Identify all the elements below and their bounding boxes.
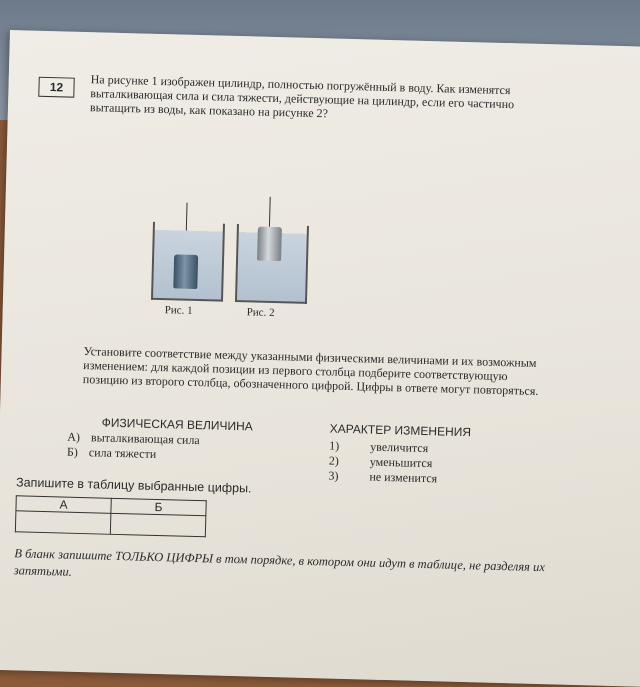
left-column-header: ФИЗИЧЕСКАЯ ВЕЛИЧИНА [101, 415, 253, 434]
figures [150, 202, 353, 327]
right-item-text: не изменится [369, 469, 438, 486]
right-item-label: 1) [329, 438, 340, 453]
right-item-text: увеличится [370, 439, 429, 456]
fig2-caption: Рис. 2 [246, 306, 275, 320]
left-item [67, 445, 157, 462]
answer-cell-b[interactable] [110, 513, 206, 536]
task-block [39, 71, 599, 486]
fig1-caption: Рис. 1 [164, 304, 193, 317]
fig2-cylinder [257, 227, 282, 262]
left-item-text: выталкивающая сила [90, 430, 200, 448]
right-item-label: 2) [328, 453, 340, 468]
right-item-text: уменьшится [369, 454, 433, 471]
right-column-header: ХАРАКТЕР ИЗМЕНЕНИЯ [329, 421, 472, 440]
answer-header-a: А [16, 496, 111, 513]
answer-cell-a[interactable] [15, 511, 111, 534]
question-text: На рисунке 1 изображен цилиндр, полностью погружённый в воду. Как изменятся выталкивающая сила и сила тяжести, действующие на цилиндр, если его частично вытащить из воды, как показано на рисунке 2? [89, 72, 515, 121]
right-item-label: 3) [328, 468, 339, 483]
question-number: 12 [38, 77, 75, 98]
instructions: Установите соответствие между указанными физическими величинами и их возможным изменением: для каждой позиции из первого столбца подберите соответствующую позицию из второго столбца, обозначенного цифрой. Цифры в ответе могут повторяться. [82, 344, 539, 398]
answer-header-b: Б [111, 498, 206, 515]
answer-table [15, 495, 207, 537]
exam-sheet [0, 30, 640, 687]
instruction-note: В бланк запишите ТОЛЬКО ЦИФРЫ в том порядке, в котором они идут в таблице, не разделяя их запятыми. [13, 546, 546, 579]
fig1-cylinder [173, 254, 198, 289]
left-item-text: сила тяжести [88, 445, 157, 461]
fig2-string [269, 197, 271, 227]
right-item [328, 468, 437, 486]
left-item-label: Б) [66, 444, 79, 459]
answer-prompt: Запишите в таблицу выбранные цифры. [15, 475, 252, 496]
left-item-label: А) [67, 429, 81, 444]
